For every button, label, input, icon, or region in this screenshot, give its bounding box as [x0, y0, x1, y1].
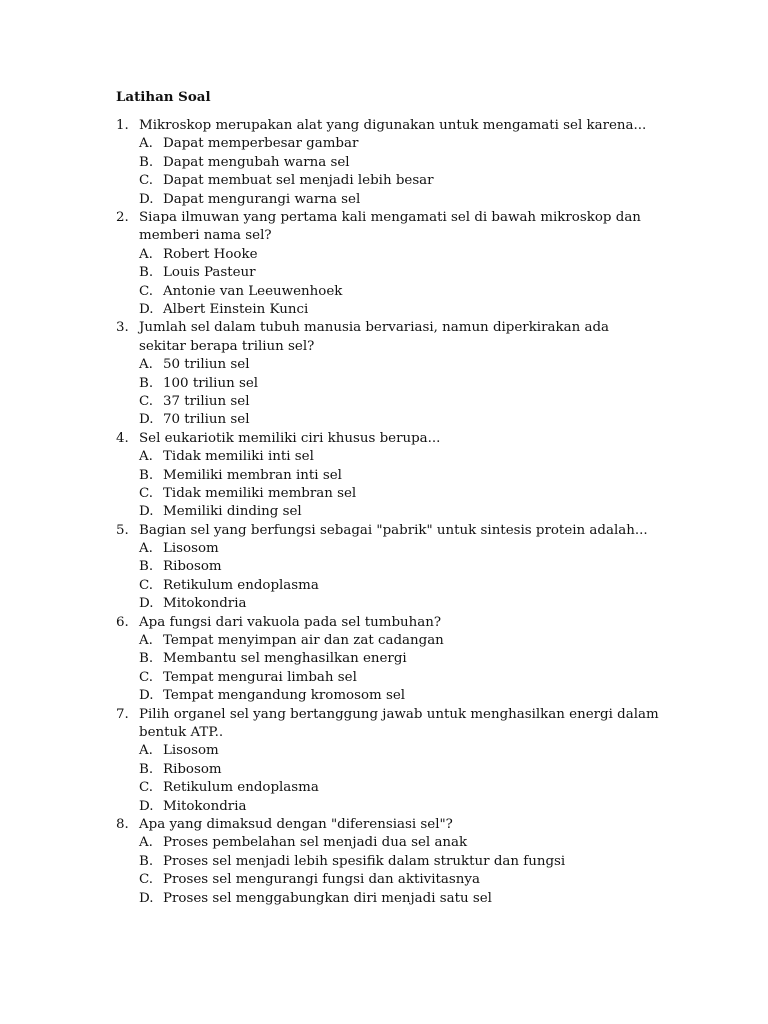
- option-b: [0, 558, 768, 576]
- question-number: 2.: [116, 209, 129, 225]
- option-list: [0, 834, 768, 908]
- option-text: Memiliki dinding sel: [163, 504, 302, 520]
- question-6: [0, 614, 768, 706]
- option-text: Lisosom: [163, 743, 219, 759]
- option-text: 50 triliun sel: [163, 357, 250, 373]
- option-text: Proses sel mengurangi fungsi dan aktivitasnya: [163, 872, 480, 888]
- option-text: Membantu sel menghasilkan energi: [163, 651, 407, 667]
- option-text: 37 triliun sel: [163, 393, 250, 409]
- option-list: [0, 448, 768, 522]
- page-title: Latihan Soal: [116, 89, 211, 105]
- option-b: [0, 154, 768, 172]
- option-d: [0, 890, 768, 908]
- option-letter: C.: [139, 485, 154, 501]
- option-d: [0, 503, 768, 521]
- option-a: [0, 356, 768, 374]
- option-d: [0, 191, 768, 209]
- option-letter: A.: [139, 633, 153, 649]
- option-text: Memiliki membran inti sel: [163, 467, 342, 483]
- option-text: Louis Pasteur: [163, 265, 256, 281]
- option-letter: C.: [139, 173, 154, 189]
- option-text: Dapat memperbesar gambar: [163, 136, 359, 152]
- option-a: [0, 448, 768, 466]
- option-c: [0, 393, 768, 411]
- option-letter: D.: [139, 596, 154, 612]
- option-letter: D.: [139, 688, 154, 704]
- option-letter: A.: [139, 136, 153, 152]
- option-b: [0, 853, 768, 871]
- option-letter: D.: [139, 191, 154, 207]
- option-d: [0, 798, 768, 816]
- option-letter: C.: [139, 393, 154, 409]
- question-8: [0, 816, 768, 908]
- question-text: Apa fungsi dari vakuola pada sel tumbuhan?: [139, 614, 442, 630]
- option-text: Robert Hooke: [163, 246, 258, 262]
- option-d: [0, 301, 768, 319]
- option-b: [0, 650, 768, 668]
- option-text: Lisosom: [163, 541, 219, 557]
- question-2: [0, 209, 768, 319]
- option-letter: B.: [139, 761, 154, 777]
- option-letter: C.: [139, 283, 154, 299]
- option-letter: C.: [139, 872, 154, 888]
- option-list: [0, 632, 768, 706]
- question-number: 3.: [116, 320, 129, 336]
- option-d: [0, 595, 768, 613]
- option-letter: B.: [139, 467, 154, 483]
- option-a: [0, 135, 768, 153]
- option-letter: B.: [139, 375, 154, 391]
- option-b: [0, 375, 768, 393]
- question-text: Jumlah sel dalam tubuh manusia bervariasi, namun diperkirakan ada sekitar berapa triliun sel?: [139, 320, 609, 354]
- option-list: [0, 742, 768, 816]
- question-text: Apa yang dimaksud dengan "diferensiasi sel"?: [139, 817, 453, 832]
- question-number: 8.: [116, 817, 129, 832]
- option-text: Tempat mengandung kromosom sel: [163, 688, 406, 704]
- option-letter: D.: [139, 412, 154, 428]
- question-text: Siapa ilmuwan yang pertama kali mengamati sel di bawah mikroskop dan memberi nama sel?: [139, 209, 641, 244]
- option-text: Proses sel menggabungkan diri menjadi satu sel: [163, 890, 492, 906]
- option-list: [0, 246, 768, 320]
- option-c: [0, 871, 768, 889]
- option-letter: C.: [139, 669, 154, 685]
- option-c: [0, 283, 768, 301]
- option-text: Retikulum endoplasma: [163, 577, 319, 593]
- question-1: [0, 117, 768, 209]
- option-c: [0, 485, 768, 503]
- option-text: Antonie van Leeuwenhoek: [163, 283, 343, 299]
- question-5: [0, 522, 768, 614]
- option-text: Tidak memiliki inti sel: [163, 449, 314, 465]
- option-text: Proses sel menjadi lebih spesifik dalam struktur dan fungsi: [163, 853, 566, 869]
- option-a: [0, 540, 768, 558]
- option-letter: A.: [139, 357, 153, 373]
- option-letter: B.: [139, 559, 154, 575]
- question-text: Sel eukariotik memiliki ciri khusus berupa...: [139, 430, 441, 446]
- question-list: [0, 117, 768, 908]
- option-b: [0, 761, 768, 779]
- option-text: Tidak memiliki membran sel: [163, 485, 357, 501]
- question-number: 1.: [116, 118, 129, 133]
- option-letter: A.: [139, 835, 153, 851]
- option-text: Mitokondria: [163, 596, 247, 612]
- option-letter: A.: [139, 449, 153, 465]
- option-d: [0, 687, 768, 705]
- option-letter: B.: [139, 853, 154, 869]
- option-d: [0, 411, 768, 429]
- option-text: Dapat mengubah warna sel: [163, 154, 350, 170]
- option-letter: D.: [139, 798, 154, 814]
- question-4: [0, 430, 768, 522]
- option-letter: A.: [139, 246, 153, 262]
- option-text: Ribosom: [163, 761, 222, 777]
- option-c: [0, 577, 768, 595]
- option-letter: D.: [139, 301, 154, 317]
- question-7: [0, 706, 768, 816]
- question-text: Mikroskop merupakan alat yang digunakan untuk mengamati sel karena...: [139, 118, 647, 133]
- option-a: [0, 632, 768, 650]
- option-text: Tempat mengurai limbah sel: [163, 669, 357, 685]
- option-list: [0, 135, 768, 209]
- option-letter: B.: [139, 154, 154, 170]
- option-a: [0, 246, 768, 264]
- option-text: Ribosom: [163, 559, 222, 575]
- option-letter: D.: [139, 890, 154, 906]
- option-list: [0, 540, 768, 614]
- option-b: [0, 264, 768, 282]
- question-text: Pilih organel sel yang bertanggung jawab untuk menghasilkan energi dalam bentuk ATP..: [139, 706, 659, 741]
- option-letter: D.: [139, 504, 154, 520]
- question-3: [0, 319, 768, 429]
- question-text: Bagian sel yang berfungsi sebagai "pabrik" untuk sintesis protein adalah...: [139, 522, 648, 538]
- option-text: Retikulum endoplasma: [163, 780, 319, 796]
- option-text: Proses pembelahan sel menjadi dua sel anak: [163, 835, 468, 851]
- option-list: [0, 356, 768, 430]
- option-letter: B.: [139, 265, 154, 281]
- option-letter: B.: [139, 651, 154, 667]
- option-letter: A.: [139, 743, 153, 759]
- option-a: [0, 742, 768, 760]
- option-c: [0, 172, 768, 190]
- question-number: 4.: [116, 430, 129, 446]
- option-c: [0, 779, 768, 797]
- option-text: 100 triliun sel: [163, 375, 259, 391]
- question-number: 5.: [116, 522, 129, 538]
- option-text: Mitokondria: [163, 798, 247, 814]
- option-a: [0, 834, 768, 852]
- option-letter: C.: [139, 577, 154, 593]
- question-number: 6.: [116, 614, 129, 630]
- option-letter: A.: [139, 541, 153, 557]
- option-letter: C.: [139, 780, 154, 796]
- question-number: 7.: [116, 706, 129, 722]
- option-text: Dapat mengurangi warna sel: [163, 191, 361, 207]
- option-text: Tempat menyimpan air dan zat cadangan: [163, 633, 444, 649]
- option-text: 70 triliun sel: [163, 412, 250, 428]
- option-text: Albert Einstein Kunci: [163, 301, 309, 317]
- option-b: [0, 467, 768, 485]
- option-text: Dapat membuat sel menjadi lebih besar: [163, 173, 434, 189]
- option-c: [0, 669, 768, 687]
